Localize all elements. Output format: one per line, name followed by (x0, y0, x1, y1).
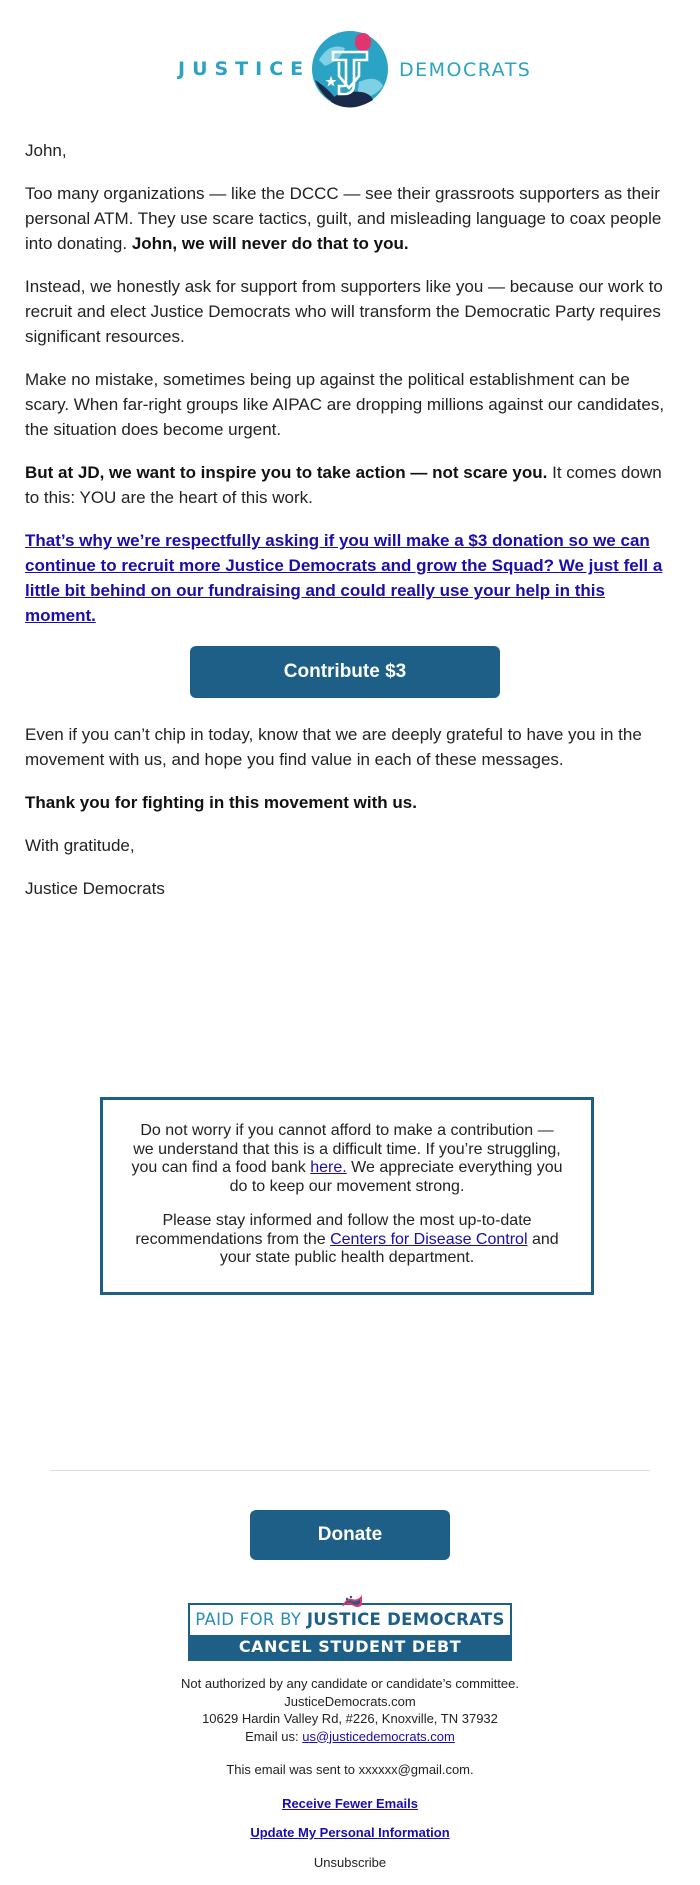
paragraph-1-text: Too many organizations — like the DCCC — see their grassroots supporters as their personal ATM. They use scare tactics, guilt, and misleading language to coax people into donating. (25, 184, 662, 253)
paid-for-frame (188, 1603, 512, 1661)
notice-p2-before: Please stay informed and follow the most up-to-date recommendations from the (135, 1212, 532, 1248)
contribute-button[interactable]: Contribute $3 (190, 646, 500, 698)
signature: Justice Democrats (25, 879, 165, 898)
greeting: John, (25, 141, 67, 160)
contact-email-link[interactable]: us@justicedemocrats.com (302, 1728, 455, 1744)
logo-text-justice: JUSTICE (178, 58, 311, 80)
update-personal-info-link[interactable]: Update My Personal Information (250, 1825, 450, 1840)
email-header (0, 30, 700, 110)
paid-for-org: JUSTICE DEMOCRATS (306, 1610, 505, 1629)
paragraph-2: Instead, we honestly ask for support from supporters like you — because our work to recruit and elect Justice Democrats who will transform the Democratic Party requires significant resources. (25, 277, 663, 346)
notice-p1-after: We appreciate everything you do to keep our movement strong. (229, 1159, 563, 1195)
paragraph-1-bold: John, we will never do that to you. (131, 234, 409, 253)
paragraph-4-bold: But at JD, we want to inspire you to take action — not scare you. (25, 463, 548, 482)
cancel-student-debt-banner: CANCEL STUDENT DEBT (190, 1635, 510, 1659)
email-body (25, 138, 665, 919)
ask-paragraph (25, 528, 665, 628)
footer-email-line (0, 1728, 700, 1746)
notice-p2-after: and your state public health department. (219, 1230, 559, 1266)
signoff: With gratitude, (25, 836, 135, 855)
logo-text-democrats: DEMOCRATS (399, 59, 532, 81)
paragraph-5: Even if you can’t chip in today, know that we are deeply grateful to have you in the movement with us, and hope you find value in each of these messages. (25, 725, 642, 769)
notice-p1-before: Do not worry if you cannot afford to make a contribution — we understand that this is a difficult time. If you’re struggling, you can find a food bank (131, 1122, 561, 1176)
notice-paragraph-1 (131, 1122, 563, 1196)
email-label: Email us: (245, 1728, 303, 1744)
paid-for-disclaimer (188, 1603, 512, 1661)
authorization-notice: Not authorized by any candidate or candidate’s committee. (181, 1676, 519, 1691)
thanks-line (25, 790, 665, 815)
email-footer (0, 1675, 700, 1871)
paragraph-3: Make no mistake, sometimes being up against the political establishment can be scary. When far-right groups like AIPAC are dropping millions against our candidates, the situation does become urgent. (25, 370, 665, 439)
notice-paragraph-2 (131, 1212, 563, 1268)
paid-for-prefix: PAID FOR BY (195, 1610, 307, 1629)
receive-fewer-emails-link[interactable]: Receive Fewer Emails (282, 1795, 418, 1811)
paragraph-4 (25, 460, 665, 510)
paragraph-1 (25, 181, 665, 256)
contribute-button-wrap (25, 646, 665, 698)
justice-democrats-logo-icon (311, 30, 389, 108)
donate-button-wrap (0, 1510, 700, 1560)
donation-ask-link[interactable]: That’s why we’re respectfully asking if you will make a $3 donation so we can continue to recruit more Justice Democrats and grow the Squad? We just fell a little bit behind on our fundraising and could really use your help in this moment. (25, 531, 663, 625)
footer-address: 10629 Hardin Valley Rd, #226, Knoxville, TN 37932 (202, 1711, 498, 1726)
paid-for-line (190, 1610, 510, 1629)
notice-box (100, 1097, 594, 1295)
thanks-bold: Thank you for fighting in this movement with us. (25, 793, 417, 812)
flag-star-icon (340, 1593, 364, 1609)
donate-button[interactable]: Donate (250, 1510, 450, 1560)
footer-site: JusticeDemocrats.com (284, 1693, 416, 1709)
footer-divider (50, 1470, 650, 1471)
paragraph-4-text: It comes down to this: YOU are the heart of this work. (25, 463, 662, 507)
food-bank-link[interactable]: here. (310, 1159, 347, 1176)
sent-to-line: This email was sent to xxxxxx@gmail.com. (226, 1762, 474, 1777)
cdc-link[interactable]: Centers for Disease Control (330, 1230, 528, 1248)
unsubscribe-link[interactable]: Unsubscribe (313, 1854, 387, 1870)
